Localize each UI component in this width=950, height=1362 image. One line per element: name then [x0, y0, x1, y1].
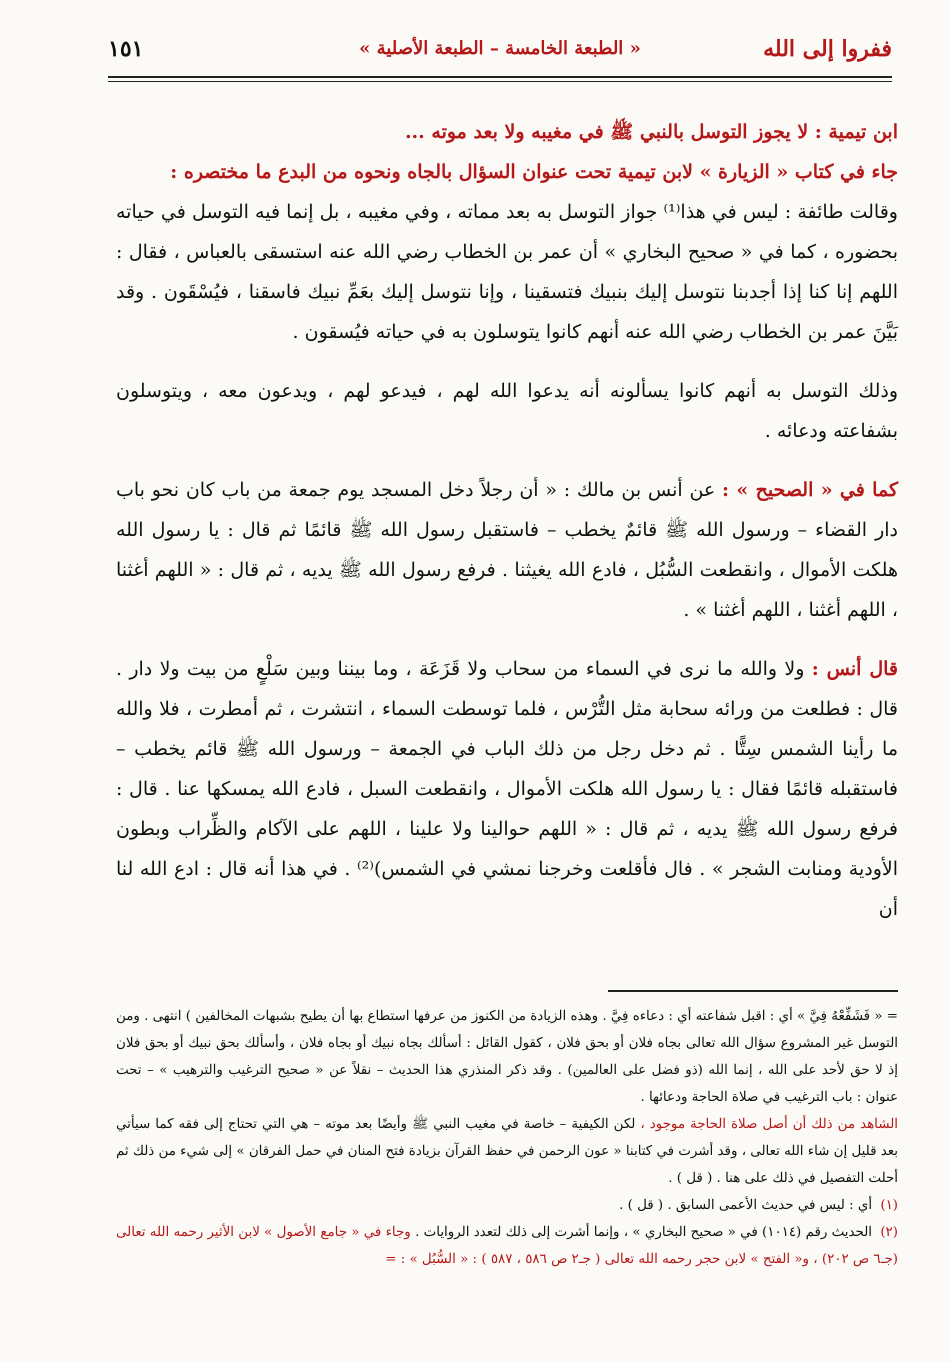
paragraph-text: وذلك التوسل به أنهم كانوا يسألونه أنه يدعوا الله لهم ، فيدعو لهم ، ويدعون معه ، ويتوسلون بشفاعته ودعائه . — [116, 380, 899, 442]
paragraph — [116, 649, 898, 929]
paragraph — [116, 192, 898, 352]
book-title: ففروا إلى الله — [763, 36, 892, 62]
running-header — [108, 28, 892, 72]
subsection-heading: جاء في كتاب « الزيارة » لابن تيمية تحت عنوان السؤال بالجاه ونحوه من البدع ما مختصره : — [170, 161, 898, 183]
footnote-divider — [608, 990, 898, 992]
footnote-item — [116, 1219, 898, 1273]
footnote-item — [116, 1192, 898, 1219]
page-number: ١٥١ — [108, 36, 144, 62]
paragraph-text: وقالت طائفة : ليس في هذا⁽¹⁾ جواز التوسل به بعد مماته ، وفي مغيبه ، بل إنما فيه التوسل في حياته بحضوره ، كما في « صحيح البخاري » أن عمر بن الخطاب رضي الله عنه استسقى بالعباس ، فقال : اللهم إنا كنا إذا أجدبنا نتوسل إليك بنبيك فتسقينا ، وإنا نتوسل إليك بعَمِّ نبيك فاسقنا ، فيُسْقَون . وقد بَيَّنَ عمر بن الخطاب رضي الله عنه أنهم كانوا يتوسلون به في حياته فيُسقون . — [116, 201, 898, 343]
footnote-continuation: = « فَشَفِّعْهُ فِيَّ » أي : اقبل شفاعته أي : دعاءه فِيَّ . وهذه الزيادة من الكنوز من عرفها استطاع بها أن يطيح بشبهات المخالفين ) انتهى . ومن التوسل غير المشروع سؤال الله تعالى بجاه فلان أو بحق فلان ، كقول القائل : أسألك بجاه نبيك أو بجاه فلان ، وأسألك بحق نبيك أو بحق فلان إذ لا حق لأحد على الله ، إنما الله (ذو فضل على العالمين) . وقد ذكر المنذري هذا الحديث – نقلاً عن « صحيح الترغيب والترهيب » – تحت عنوان : باب الترغيب في صلاة الحاجة ودعائها . — [116, 1009, 898, 1105]
paragraph-lead: كما في « الصحيح » : — [722, 479, 898, 501]
footnote-note-lead: الشاهد من ذلك أن أصل صلاة الحاجة موجود ، — [640, 1117, 898, 1132]
footnote-text: أي : ليس في حديث الأعمى السابق . ( قل ) . — [619, 1198, 873, 1213]
paragraph — [116, 470, 898, 630]
paragraph-lead: قال أنس : — [811, 658, 898, 680]
section-heading: ابن تيمية : لا يجوز التوسل بالنبي ﷺ في مغيبه ولا بعد موته ... — [404, 121, 898, 143]
footnote-text: الحديث رقم (١٠١٤) في « صحيح البخاري » ، وإنما أشرت إلى ذلك لتعدد الروايات . — [415, 1225, 872, 1240]
paragraph — [116, 371, 898, 451]
footnote-number: (١) — [880, 1198, 898, 1213]
paragraph-text: عن أنس بن مالك : « أن رجلاً دخل المسجد يوم جمعة من باب كان نحو باب دار القضاء – ورسول الله ﷺ قائمٌ يخطب – فاستقبل رسول الله ﷺ قائمًا ثم قال : يا رسول الله هلكت الأموال ، وانقطعت السُّبُل ، فادع الله يغيثنا . فرفع رسول الله ﷺ يديه ، ثم قال : « اللهم أغثنا ، اللهم أغثنا ، اللهم أغثنا » . — [116, 479, 898, 621]
footnotes — [116, 1003, 898, 1273]
paragraph-text: ولا والله ما نرى في السماء من سحاب ولا قَزَعَة ، وما بيننا وبين سَلْعٍ من بيت ولا دار . قال : فطلعت من ورائه سحابة مثل التُّرْس ، فلما توسطت السماء ، انتشرت ، ثم أمطرت ، فلا والله ما رأينا الشمس سِتًّا . ثم دخل رجل من ذلك الباب في الجمعة – ورسول الله ﷺ قائم يخطب – فاستقبله قائمًا فقال : يا رسول الله هلكت الأموال ، وانقطعت السبل ، فادع الله يمسكها عنا . قال : فرفع رسول الله ﷺ يديه ، ثم قال : « اللهم حوالينا ولا علينا ، اللهم على الآكام والظِّراب وبطون الأودية ومنابت الشجر » . فال فأقلعت وخرجنا نمشي في الشمس)⁽²⁾ . في هذا أنه قال : ادع الله لنا أن — [116, 658, 898, 920]
footnote-note-text: لكن الكيفية – خاصة في مغيب النبي ﷺ وأيضًا بعد موته – هي التي تحتاج إلى فقه كما سيأتي بعد قليل إن شاء الله تعالى ، وقد أشرت في كتابنا « عون الرحمن في حفظ القرآن بزيادة فتح المنان في حمل الفرقان » إلى شيء من ذلك ثم أحلت التفصيل في ذلك على هنا . ( قل ) . — [116, 1117, 898, 1186]
header-divider — [108, 76, 892, 82]
footnote-number: (٢) — [880, 1225, 898, 1240]
footnote-reference: وجاء في « جامع الأصول » لابن الأثير رحمه الله تعالى (جـ٦ ص ٢٠٢) ، و« الفتح » لابن حجر رحمه الله تعالى ( جـ٢ ص ٥٨٦ ، ٥٨٧ ) : « السُّبُل » : = — [116, 1225, 898, 1267]
main-text — [116, 112, 898, 948]
edition-label: « الطبعة الخامسة – الطبعة الأصلية » — [359, 38, 641, 59]
footnote-note — [116, 1111, 898, 1192]
